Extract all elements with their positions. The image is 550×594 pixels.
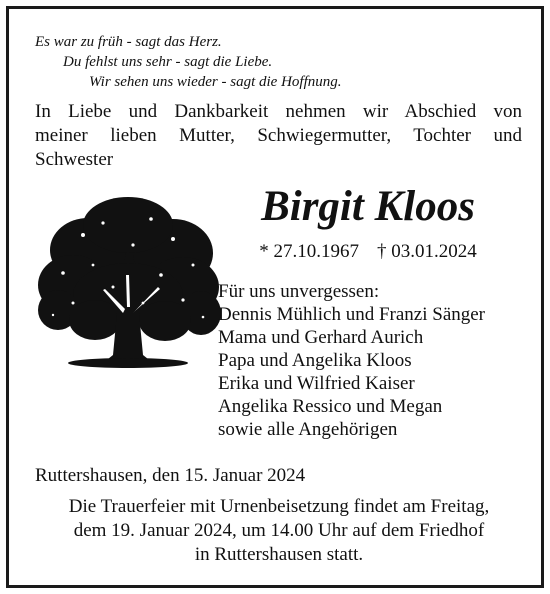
mourners-list xyxy=(218,280,485,441)
funeral-service-info xyxy=(29,495,529,567)
intro-text xyxy=(35,100,522,172)
mourner-line: Erika und Wilfried Kaiser xyxy=(218,373,415,394)
verse-line: Es war zu früh - sagt das Herz. xyxy=(35,34,222,50)
life-dates xyxy=(233,240,503,264)
service-line: dem 19. Januar 2024, um 14.00 Uhr auf dem Friedhof xyxy=(73,520,485,541)
deceased-name: Birgit Kloos xyxy=(261,183,475,230)
intro-line: meiner lieben Mutter, Schwiegermutter, Tochter und xyxy=(35,125,522,146)
tree-illustration xyxy=(33,195,223,380)
verse-line: Wir sehen uns wieder - sagt die Hoffnung. xyxy=(89,74,342,90)
mourner-line: Mama und Gerhard Aurich xyxy=(218,327,424,348)
mourners-heading: Für uns unvergessen: xyxy=(218,281,380,302)
obituary-notice xyxy=(6,6,544,588)
verse-line: Du fehlst uns sehr - sagt die Liebe. xyxy=(63,54,273,70)
birth-date: * 27.10.1967 xyxy=(259,241,359,262)
memorial-verse xyxy=(35,32,341,92)
service-line: Die Trauerfeier mit Urnenbeisetzung findet am Freitag, xyxy=(68,496,490,517)
place-and-date: Ruttershausen, den 15. Januar 2024 xyxy=(35,465,306,486)
service-line: in Ruttershausen statt. xyxy=(194,544,364,565)
mourner-line: Papa und Angelika Kloos xyxy=(218,350,412,371)
mourner-line: Angelika Ressico und Megan xyxy=(218,396,443,417)
intro-line: Schwester xyxy=(35,149,114,170)
mourner-line: sowie alle Angehörigen xyxy=(218,419,398,440)
mourner-line: Dennis Mühlich und Franzi Sänger xyxy=(218,304,486,325)
intro-line: In Liebe und Dankbarkeit nehmen wir Abschied von xyxy=(35,101,522,122)
death-date: † 03.01.2024 xyxy=(377,241,477,262)
